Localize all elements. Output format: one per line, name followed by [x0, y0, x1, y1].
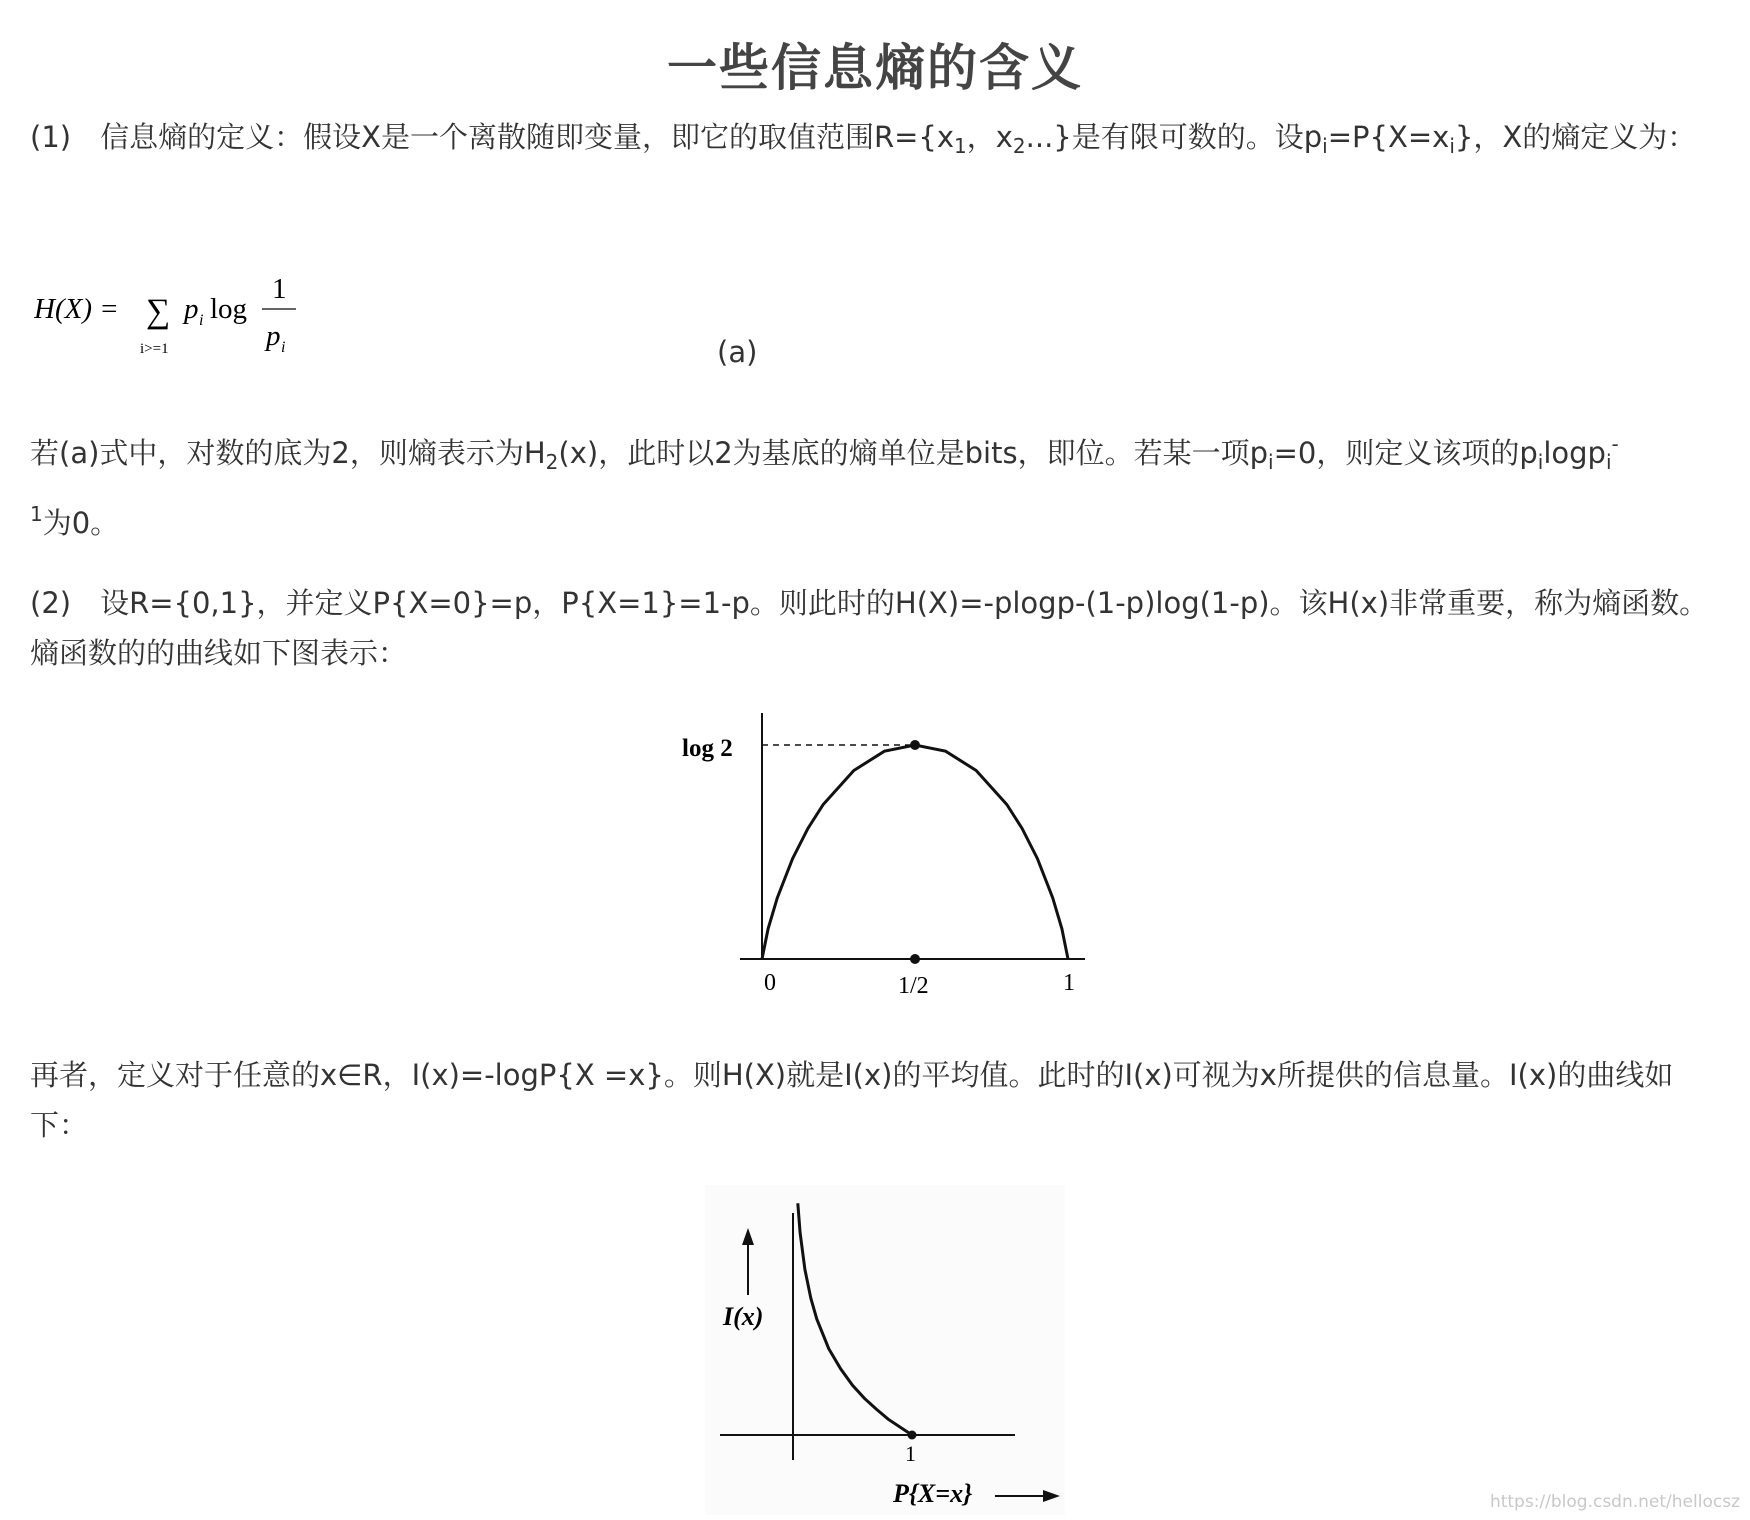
log-base-text-b: (x)，此时以2为基底的熵单位是bits，即位。若某一项p	[558, 436, 1269, 470]
superscript: 1	[30, 502, 43, 526]
entropy-formula	[34, 268, 334, 368]
formula-denominator-sub: i	[281, 339, 286, 356]
subscript: 1	[954, 134, 967, 158]
log-base-paragraph	[30, 418, 1720, 558]
log-base-text-e: 为0。	[42, 506, 120, 540]
definition-text-e: }，X的熵定义为：	[1454, 120, 1697, 154]
formula-sum: ∑	[146, 293, 171, 330]
formula-numerator: 1	[272, 273, 287, 305]
x-label-half: 1/2	[898, 973, 929, 999]
entropy-function-paragraph: (2) 设R={0,1}，并定义P{X=0}=p，P{X=1}=1-p。则此时的H(X)=-plogp-(1-p)log(1-p)。该H(x)非常重要，称为熵函数。熵函数的的曲线如下图表示：	[30, 586, 1709, 670]
x-one-point	[908, 1431, 917, 1440]
subscript: 2	[545, 450, 559, 474]
formula-sum-index: i>=1	[140, 341, 169, 357]
self-information-paragraph: 再者，定义对于任意的x∈R，I(x)=-logP{X =x}。则H(X)就是I(x)的平均值。此时的I(x)可视为x所提供的信息量。I(x)的曲线如下：	[30, 1058, 1674, 1142]
self-information-chart	[705, 1185, 1065, 1515]
subscript: i	[1537, 450, 1544, 474]
y-max-label: log 2	[682, 735, 733, 762]
definition-text-a: (1) 信息熵的定义：假设X是一个离散随即变量，即它的取值范围R={x	[30, 120, 955, 154]
log-base-text-d: logp	[1543, 436, 1606, 470]
equation-label: (a)	[717, 335, 758, 369]
x-label-0: 0	[764, 970, 776, 996]
formula-lhs: H(X) =	[34, 293, 119, 325]
subscript: i	[1322, 134, 1328, 158]
formula-denominator: p	[266, 320, 281, 352]
chart-background	[705, 1185, 1065, 1515]
max-point	[910, 740, 920, 750]
formula-log: log	[210, 293, 248, 325]
subscript: i	[1449, 134, 1455, 158]
x-axis-label: P{X=x}	[893, 1479, 973, 1508]
y-axis-label: I(x)	[723, 1302, 764, 1331]
log-base-text-a: 若(a)式中，对数的底为2，则熵表示为H	[30, 436, 546, 470]
definition-text-c: ...}是有限可数的。设p	[1025, 120, 1323, 154]
half-point	[910, 954, 920, 964]
log-base-text-c: =0，则定义该项的p	[1273, 436, 1538, 470]
x-label-1: 1	[1063, 970, 1075, 996]
formula-term-sub: i	[199, 312, 204, 329]
definition-text-b: ，x	[966, 120, 1013, 154]
superscript: -	[1611, 432, 1619, 456]
page-title: 一些信息熵的含义	[667, 39, 1083, 97]
x-tick-1: 1	[905, 1441, 916, 1466]
formula-term: p	[184, 293, 199, 325]
definition-paragraph	[30, 108, 1720, 166]
watermark: https://blog.csdn.net/hellocsz	[1489, 1492, 1740, 1512]
subscript: i	[1268, 450, 1274, 474]
subscript: 2	[1012, 134, 1026, 158]
entropy-function-chart	[670, 705, 1090, 1005]
definition-text-d: =P{X=x	[1327, 120, 1450, 154]
subscript: i	[1605, 450, 1612, 474]
entropy-curve	[762, 745, 1068, 959]
